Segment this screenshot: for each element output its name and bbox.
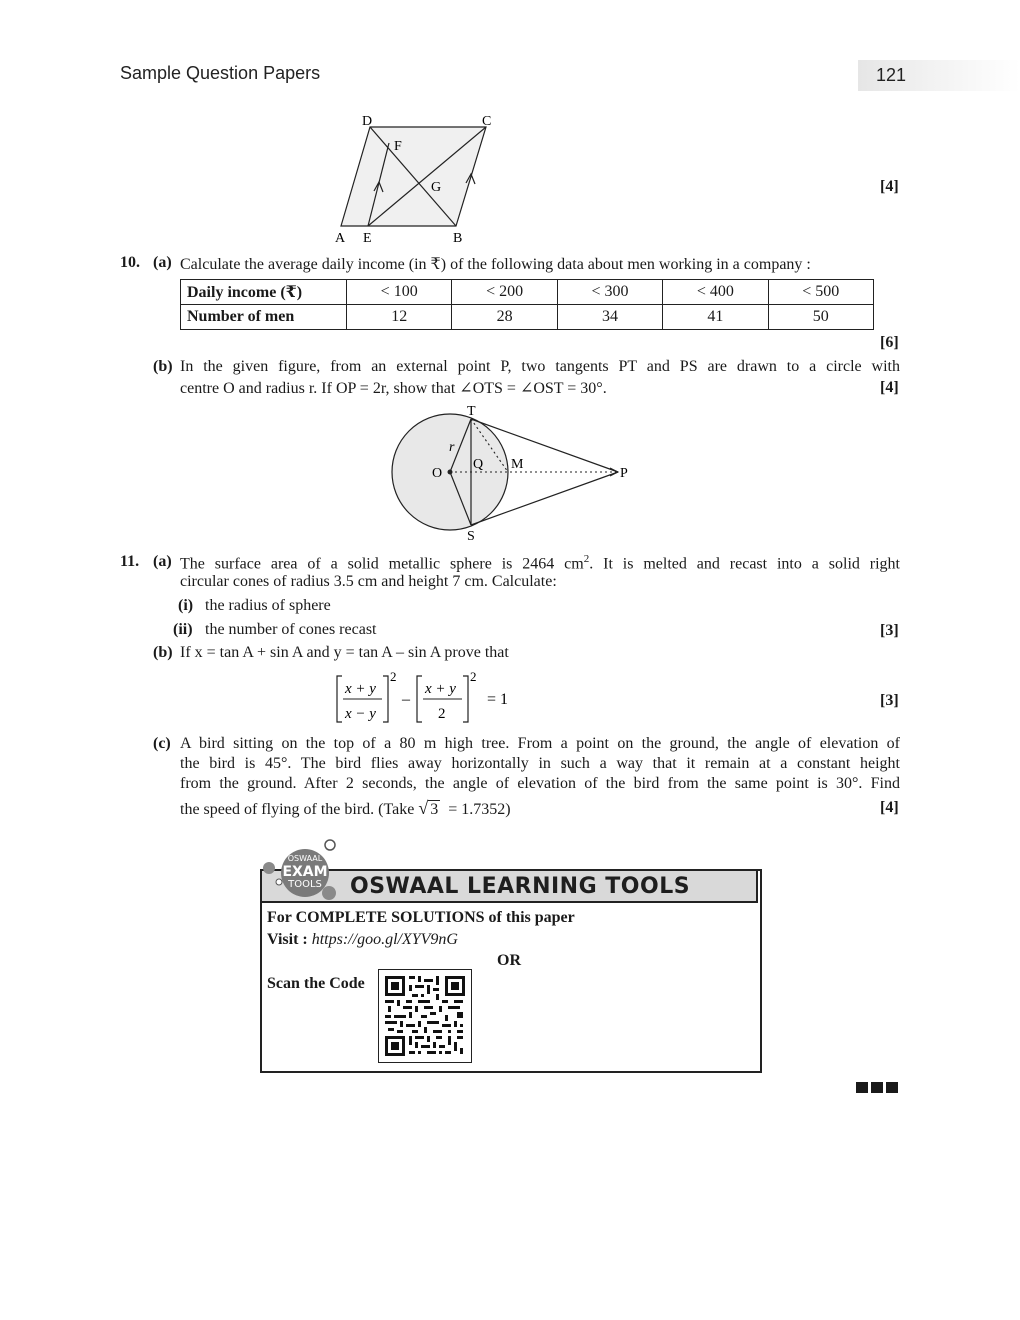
marks-q11c: [4]: [880, 799, 899, 816]
running-header-title: Sample Question Papers: [120, 63, 321, 83]
q11c-line-1: A bird sitting on the top of a 80 m high tree. From a point on the ground, the angle of elevation of: [180, 735, 900, 752]
q11-part-b-label: (b): [153, 644, 173, 661]
table-cell: 12: [347, 305, 452, 330]
q11c-line-3: from the ground. After 2 seconds, the angle of elevation of the bird from the same point is 30°. Find: [180, 775, 900, 792]
sqrt-value: 3: [430, 801, 439, 818]
logo-bubble-small: [325, 840, 335, 850]
visit-label: Visit :: [267, 931, 308, 948]
oswaal-visit-line: [267, 931, 458, 949]
table-cell: 34: [557, 305, 662, 330]
q10b-line-1: In the given figure, from an external point P, two tangents PT and PS are drawn to a circle with: [180, 358, 900, 375]
table-cell: < 300: [557, 280, 662, 305]
oswaal-url-link[interactable]: https://goo.gl/XYV9nG: [311, 931, 458, 948]
logo-text-oswaal: OSWAAL: [287, 854, 323, 863]
right-bracket-2: [463, 676, 468, 722]
centre-point: [448, 470, 453, 475]
logo-text-exam: EXAM: [282, 864, 328, 880]
q11c-line-4: [180, 798, 511, 819]
parallelogram-figure: [320, 105, 520, 250]
q11a-sub-i-label: (i): [178, 597, 194, 614]
oswaal-exam-tools-logo: [258, 836, 344, 906]
end-mark-square: [871, 1082, 883, 1093]
left-bracket-2: [417, 676, 422, 722]
q11a-line-1-pre: The surface area of a solid metallic sphere is 2464 cm: [180, 555, 584, 573]
table-cell: < 500: [768, 280, 873, 305]
fraction-2-numerator: x + y: [425, 681, 456, 697]
q11a-sub-ii-label: (ii): [173, 621, 193, 638]
q11a-line-2: circular cones of radius 3.5 cm and height 7 cm. Calculate:: [180, 573, 557, 590]
tangent-circle-figure: [380, 400, 640, 545]
q11a-line-1-post: . It is melted and recast into a solid right: [589, 555, 901, 573]
logo-bubble-tiny: [276, 879, 282, 885]
marks-q10b: [4]: [880, 379, 899, 396]
q11c-line-4-post: = 1.7352): [448, 801, 511, 818]
fraction-1-numerator: x + y: [345, 681, 376, 697]
table-cell: < 200: [452, 280, 557, 305]
table-cell: < 400: [663, 280, 768, 305]
marks-q10a: [6]: [880, 334, 899, 351]
label-t: T: [467, 404, 476, 419]
oswaal-line-1: For COMPLETE SOLUTIONS of this paper: [267, 909, 575, 926]
fraction-2-denominator: 2: [438, 706, 446, 722]
table-row-header: Daily income (₹): [181, 280, 347, 305]
label-p: P: [620, 466, 628, 481]
q11b-text: If x = tan A + sin A and y = tan A – sin A prove that: [180, 644, 509, 661]
marks-q9: [4]: [880, 178, 899, 195]
question-number-10: 10.: [120, 254, 140, 271]
table-row: [181, 305, 874, 330]
q11c-line-2: the bird is 45°. The bird flies away horizontally in such a way that it remain at a constant height: [180, 755, 900, 772]
label-b: B: [453, 231, 463, 246]
q11-part-a-label: (a): [153, 553, 172, 570]
income-table: [180, 279, 874, 330]
end-mark-square: [886, 1082, 898, 1093]
label-g: G: [431, 180, 442, 195]
oswaal-title: OSWAAL LEARNING TOOLS: [350, 874, 691, 899]
equals-one: = 1: [487, 691, 509, 708]
fraction-1-denominator: x − y: [345, 706, 376, 722]
marks-q11a: [3]: [880, 622, 899, 639]
label-f: F: [394, 139, 402, 154]
q11-part-c-label: (c): [153, 735, 171, 752]
qr-code-frame[interactable]: [378, 969, 472, 1063]
superscript-2: 2: [583, 553, 590, 565]
logo-text-tools: TOOLS: [288, 879, 322, 890]
minus-sign: –: [402, 691, 410, 708]
table-cell: 28: [452, 305, 557, 330]
q11a-sub-i-text: the radius of sphere: [205, 597, 331, 614]
question-number-11: 11.: [120, 553, 140, 570]
right-bracket-1: [383, 676, 388, 722]
formula: [330, 668, 530, 728]
qr-code[interactable]: [379, 970, 471, 1062]
left-bracket-1: [337, 676, 342, 722]
marks-q11b: [3]: [880, 692, 899, 709]
logo-bubble-left: [263, 862, 275, 874]
label-c: C: [482, 114, 492, 129]
label-q: Q: [473, 457, 484, 472]
table-row: [181, 280, 874, 305]
label-m: M: [511, 457, 524, 472]
end-mark-square: [856, 1082, 868, 1093]
exponent-1: 2: [390, 669, 397, 684]
q11a-line-1: [180, 553, 900, 573]
q11c-line-4-pre: the speed of flying of the bird. (Take: [180, 801, 415, 818]
label-o: O: [432, 466, 443, 481]
table-row-header: Number of men: [181, 305, 347, 330]
table-cell: 41: [663, 305, 768, 330]
table-cell: 50: [768, 305, 873, 330]
logo-bubble-right: [322, 886, 336, 900]
oswaal-or: OR: [497, 952, 521, 969]
label-r: r: [449, 440, 455, 455]
exponent-2: 2: [470, 669, 477, 684]
label-a: A: [335, 231, 346, 246]
q11a-sub-ii-text: the number of cones recast: [205, 621, 377, 638]
label-e: E: [363, 231, 372, 246]
label-s: S: [467, 529, 475, 544]
label-d: D: [362, 114, 373, 129]
oswaal-scan-label: Scan the Code: [267, 975, 365, 992]
q10a-text: Calculate the average daily income (in ₹) of the following data about men working in a company :: [180, 256, 811, 273]
page-number: 121: [876, 65, 907, 85]
q10-part-b-label: (b): [153, 358, 173, 375]
sqrt-symbol: √: [418, 798, 429, 818]
q10-part-a-label: (a): [153, 254, 172, 271]
table-cell: < 100: [347, 280, 452, 305]
q10b-line-2: centre O and radius r. If OP = 2r, show that ∠OTS = ∠OST = 30°.: [180, 380, 607, 397]
